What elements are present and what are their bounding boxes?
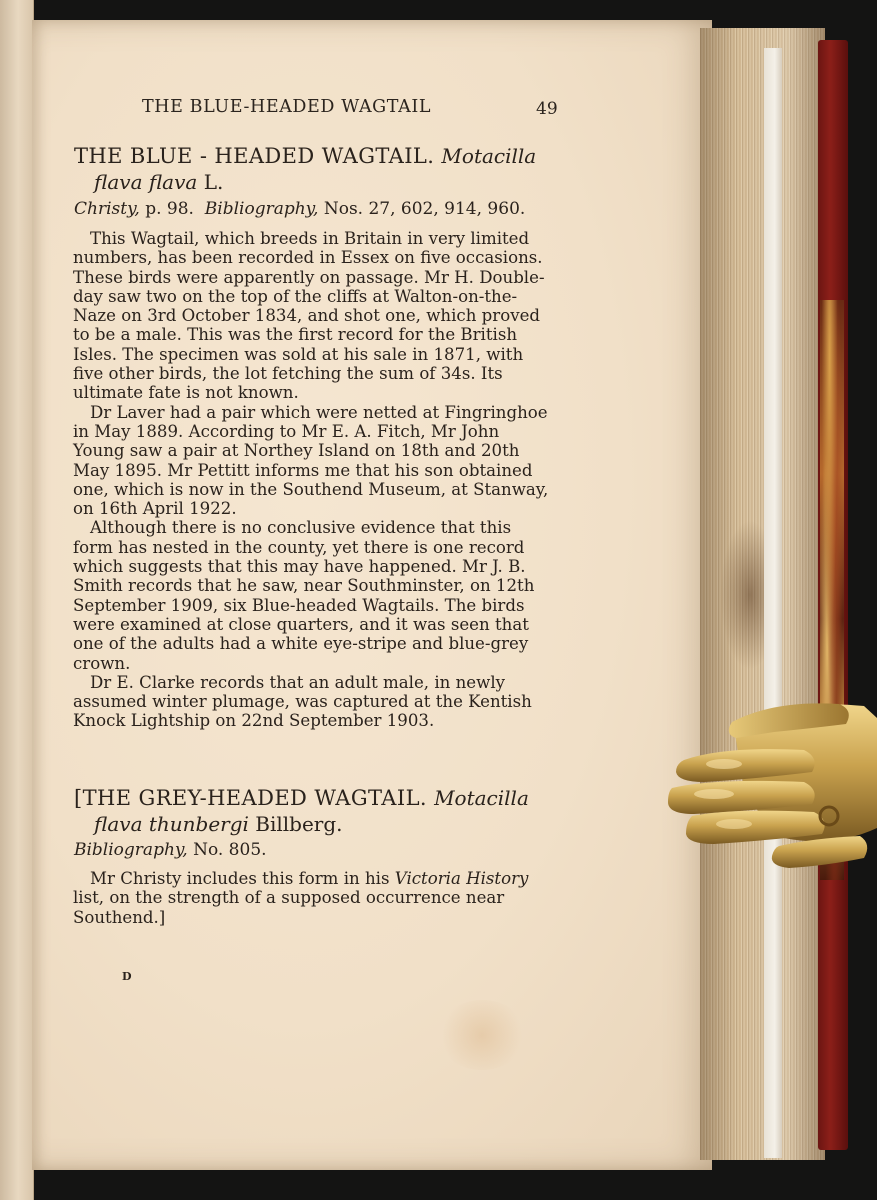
text-italic-title: Victoria History [394, 869, 529, 888]
text-line: day saw two on the top of the cliffs at Walton-on-the- [73, 286, 518, 306]
page-number: 49 [536, 99, 558, 119]
text-fragment: Mr Christy includes this form in his [90, 869, 390, 888]
text-line: in May 1889. According to Mr E. A. Fitch, Mr John [73, 421, 500, 441]
entry-title-english: THE BLUE - HEADED WAGTAIL. [74, 144, 435, 168]
text-line: Although there is no conclusive evidence that this [90, 518, 512, 538]
text-line: These birds were apparently on passage. Mr H. Double- [73, 267, 545, 287]
text-line: Naze on 3rd October 1834, and shot one, which proved [73, 306, 541, 326]
bibliography-line-2 [74, 840, 267, 860]
entry2-author: Billberg. [255, 812, 343, 836]
bib2-numbers: No. 805. [193, 840, 267, 860]
text-line: were examined at close quarters, and it was seen that [73, 614, 529, 634]
entry-subtitle [94, 170, 536, 194]
entry-grey-headed [74, 786, 529, 836]
paragraph-5 [73, 869, 559, 927]
text-line: five other birds, the lot fetching the sum of 34s. Its [73, 364, 503, 384]
entry-title [74, 144, 536, 168]
entry2-title-english: [THE GREY-HEADED WAGTAIL. [74, 786, 427, 810]
text-line: one, which is now in the Southend Museum, at Stanway, [73, 479, 549, 499]
entry2-subtitle [94, 812, 529, 836]
endpaper-edge [764, 48, 782, 1158]
text-line: assumed winter plumage, was captured at the Kentish [73, 692, 532, 712]
bib-christy: Christy, [74, 199, 140, 219]
text-line: one of the adults had a white eye-stripe and blue-grey [73, 634, 529, 654]
text-line: May 1895. Mr Pettitt informs me that his son obtained [73, 460, 533, 480]
bibliography-line [74, 199, 525, 219]
running-head: THE BLUE-HEADED WAGTAIL [142, 97, 432, 117]
text-line: Dr E. Clarke records that an adult male, in newly [90, 672, 505, 692]
text-line [73, 869, 559, 888]
bib-numbers: Nos. 27, 602, 914, 960. [323, 199, 526, 219]
paragraph-1 [73, 229, 557, 731]
text-line: Smith records that he saw, near Southminster, on 12th [73, 576, 535, 596]
text-line: Knock Lightship on 22nd September 1903. [73, 711, 435, 731]
text-line: list, on the strength of a supposed occurrence near [73, 888, 505, 908]
entry2-subtitle-latin: flava thunbergi [94, 812, 249, 836]
text-line: on 16th April 1922. [73, 499, 237, 519]
bib-christy-page: p. 98. [145, 199, 194, 219]
bib-label: Bibliography, [204, 199, 319, 219]
entry-blue-headed [74, 144, 536, 194]
facing-page-edge [0, 0, 34, 1200]
text-line: Dr Laver had a pair which were netted at Fingringhoe [90, 402, 548, 422]
text-line: to be a male. This was the first record for the British [73, 325, 518, 345]
signature-mark: D [122, 970, 132, 983]
text-line: Isles. The specimen was sold at his sale in 1871, with [73, 344, 524, 364]
bib2-label: Bibliography, [74, 840, 188, 860]
text-line: form has nested in the county, yet there is one record [73, 537, 525, 557]
entry-author: L. [203, 170, 224, 194]
text-line: which suggests that this may have happened. Mr J. B. [73, 557, 526, 577]
brass-hand-weight [664, 698, 877, 878]
entry2-title-latin: Motacilla [434, 786, 529, 810]
text-line: September 1909, six Blue-headed Wagtails. The birds [73, 595, 525, 615]
entry-subtitle-latin: flava flava [94, 170, 198, 194]
text-line: ultimate fate is not known. [73, 383, 299, 403]
text-line: This Wagtail, which breeds in Britain in very limited [90, 229, 530, 248]
text-line: numbers, has been recorded in Essex on five occasions. [73, 248, 543, 268]
text-line: Southend.] [73, 907, 166, 927]
entry-title-latin: Motacilla [441, 144, 537, 168]
foxing-stain [437, 1000, 527, 1070]
entry2-title [74, 786, 529, 810]
text-line: crown. [73, 653, 131, 673]
text-line: Young saw a pair at Northey Island on 18th and 20th [73, 441, 520, 461]
